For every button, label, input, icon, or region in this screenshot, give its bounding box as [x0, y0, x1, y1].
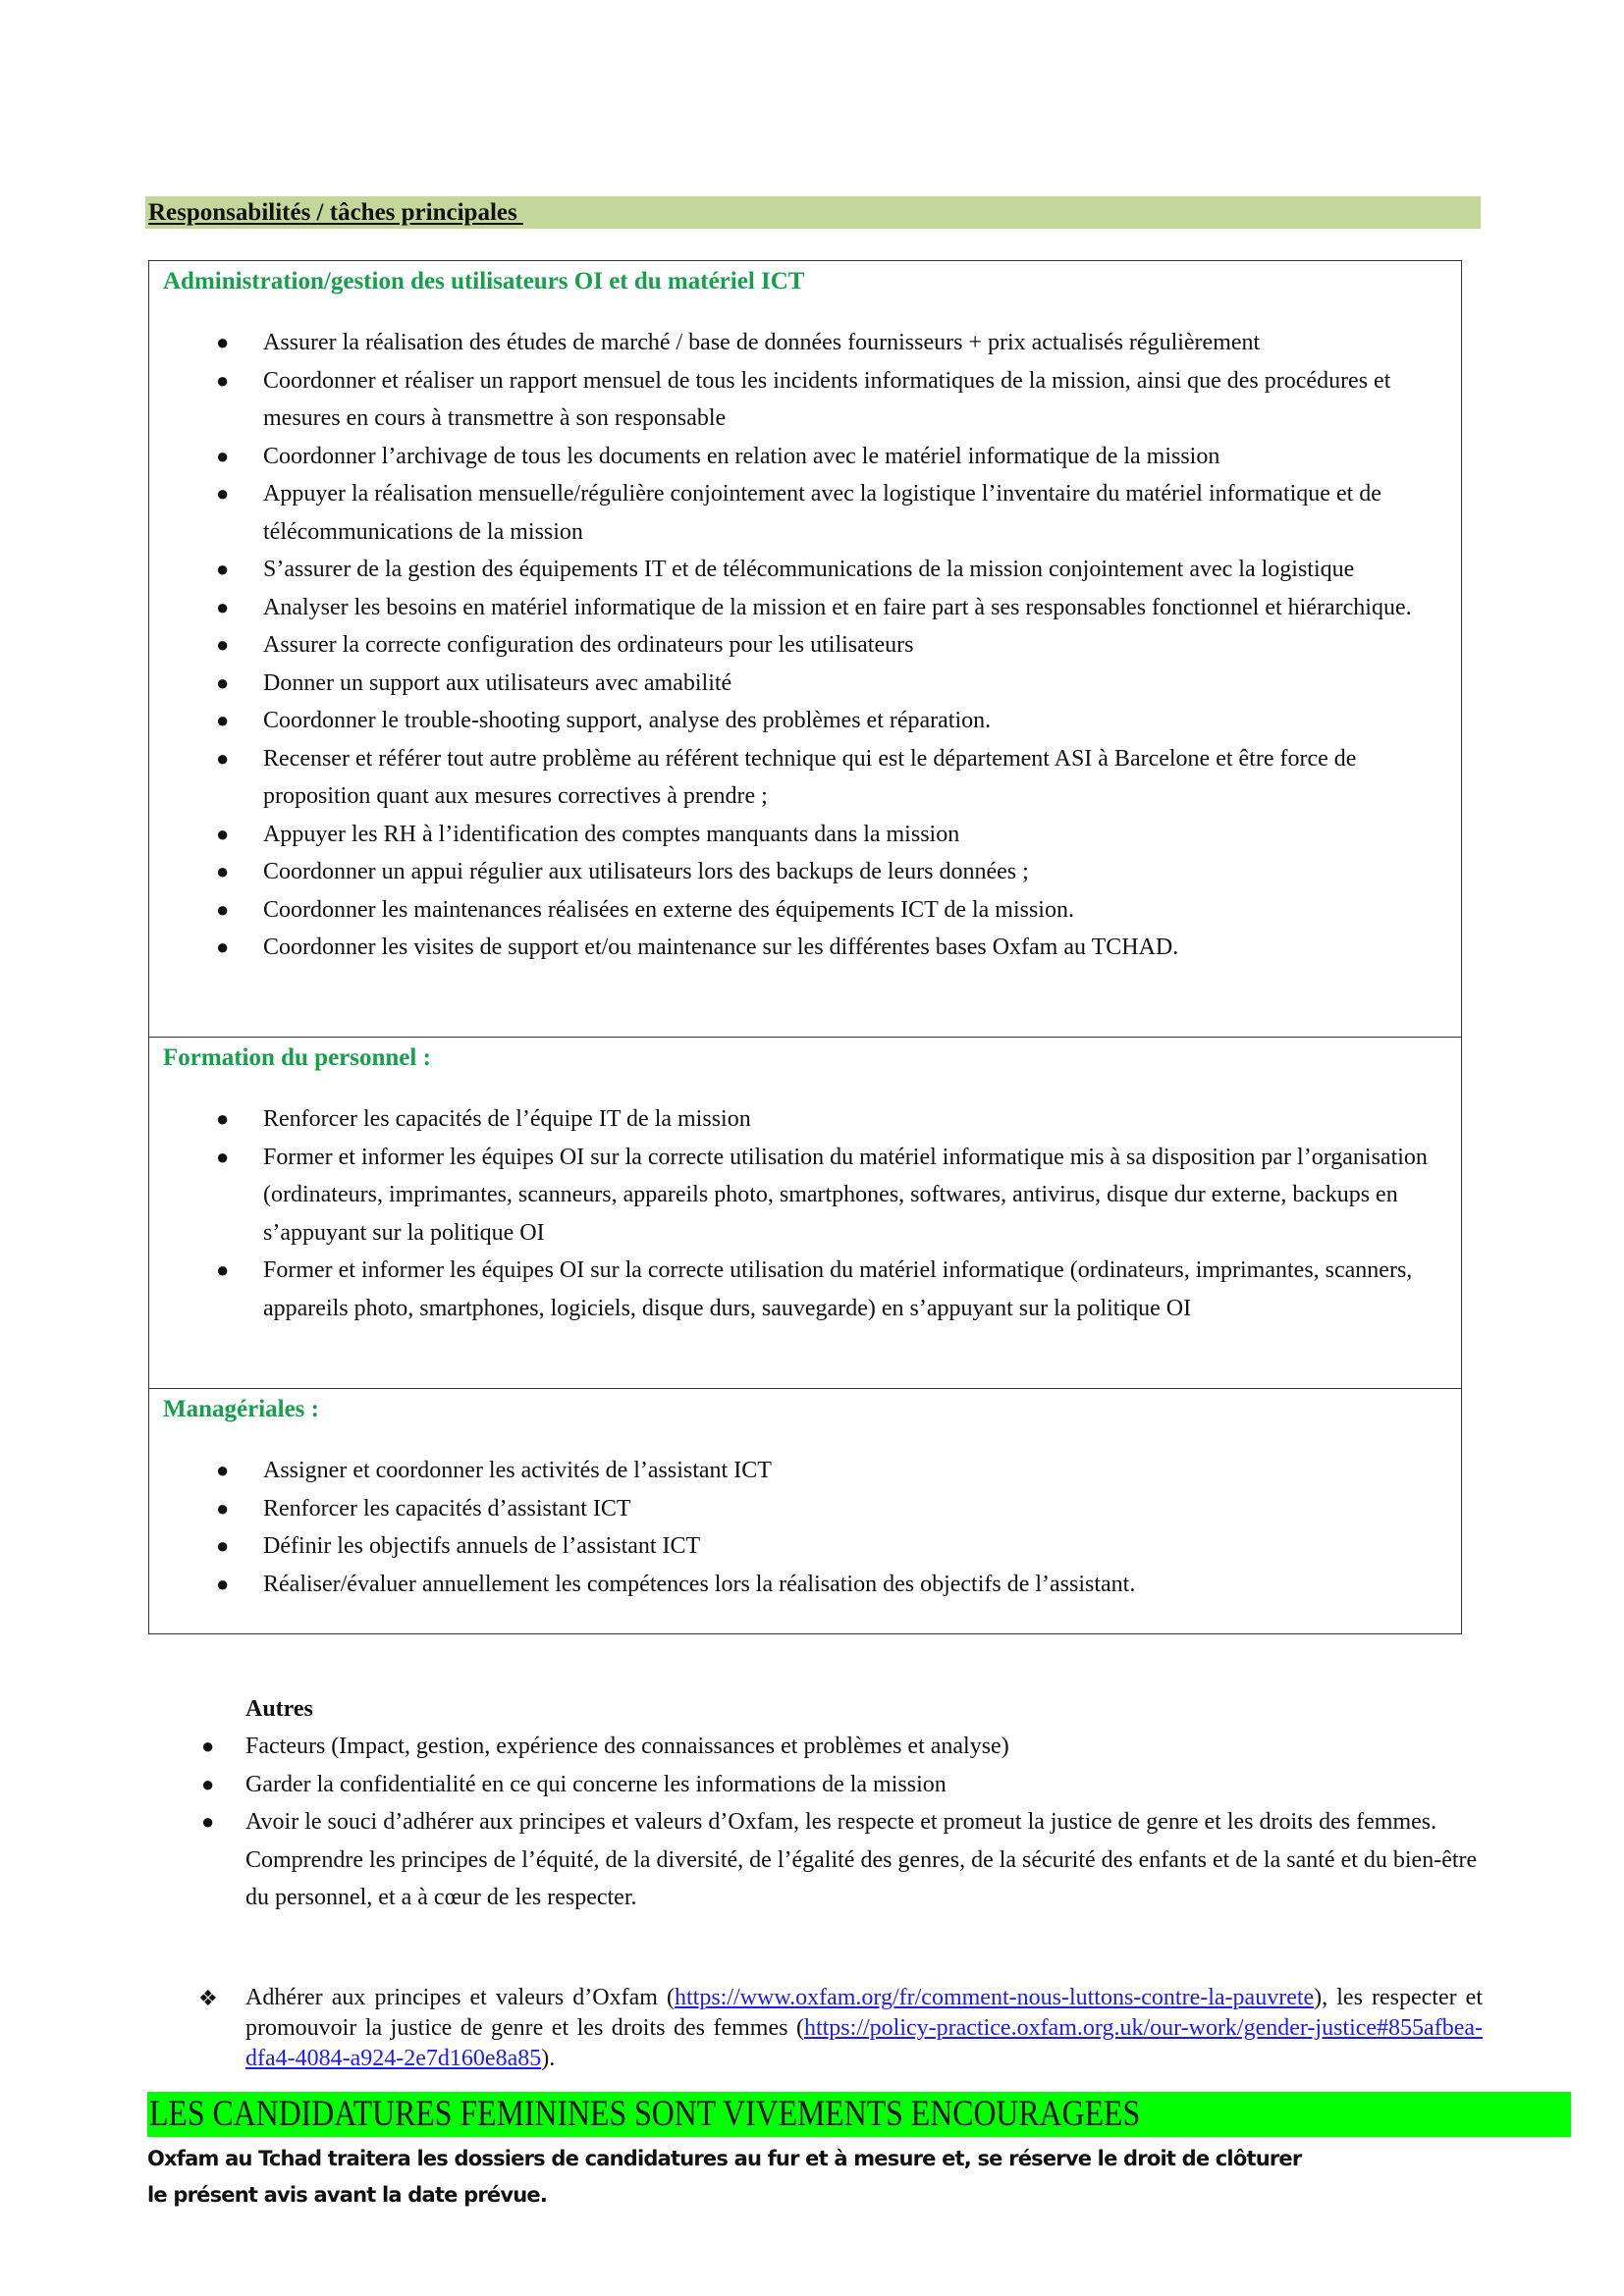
section-heading: Formation du personnel :: [163, 1044, 431, 1071]
section-title-bar: [145, 196, 1481, 229]
closing-notice: [147, 2141, 1424, 2214]
autres-section: [147, 1690, 1492, 1917]
list-item: ● Assurer la correcte configuration des ordinateurs pour les utilisateurs: [163, 626, 1447, 665]
bullet-icon: ●: [216, 1106, 230, 1131]
list-item: ● Recenser et référer tout autre problème au référent technique qui est le département ASI à Barcelone et être force de proposition quant aux mesures correctives à prendre ;: [163, 740, 1447, 816]
list-item: ● Former et informer les équipes OI sur la correcte utilisation du matériel informatique (ordinateurs, imprimantes, scanners, appareils photo, smartphones, logiciels, disque durs, sauvegarde) en s’appuyant sur la politique OI: [163, 1252, 1447, 1327]
responsibilities-table: [148, 260, 1462, 1634]
list-item: ● S’assurer de la gestion des équipements IT et de télécommunications de la mission conjointement avec la logistique: [163, 551, 1447, 589]
list-item: ● Donner un support aux utilisateurs avec amabilité: [163, 665, 1447, 703]
autres-paragraph: Comprendre les principes de l’équité, de la diversité, de l’égalité des genres, de la sécurité des enfants et de la santé et du bien-être du personnel, et a à cœur de les respecter.: [245, 1846, 1478, 1910]
list-item: ● Coordonner le trouble-shooting support, analyse des problèmes et réparation.: [163, 702, 1447, 740]
bullet-list: [163, 1452, 1447, 1603]
bullet-icon: ●: [216, 1533, 230, 1558]
list-item: ● Coordonner l’archivage de tous les documents en relation avec le matériel informatique de la mission: [163, 438, 1447, 476]
section-administration: [149, 261, 1461, 1037]
section-heading: Managériales :: [163, 1396, 319, 1422]
bullet-icon: ●: [216, 896, 230, 922]
section-formation: [149, 1037, 1461, 1388]
bullet-icon: ●: [216, 632, 230, 657]
bullet-icon: ●: [216, 481, 230, 506]
bullet-icon: ●: [216, 1144, 230, 1169]
bullet-icon: ●: [216, 1257, 230, 1282]
section-heading: Administration/gestion des utilisateurs OI et du matériel ICT: [163, 268, 805, 294]
list-item: ● Assurer la réalisation des études de marché / base de données fournisseurs + prix actualisés régulièrement: [163, 324, 1447, 362]
oxfam-values-paragraph: ❖ Adhérer aux principes et valeurs d’Oxfam (https://www.oxfam.org/fr/comment-nous-luttons-contre-la-pauvrete), les respecter et promouvoir la justice de genre et les droits des femmes (https://policy-practice.oxfam.org.uk/our-work/gender-justice#855afbea-dfa4-4084-a924-2e7d160e8a85).: [198, 1985, 1483, 2071]
list-item: ● Coordonner les visites de support et/ou maintenance sur les différentes bases Oxfam au TCHAD.: [163, 929, 1447, 967]
list-item: ● Coordonner un appui régulier aux utilisateurs lors des backups de leurs données ;: [163, 853, 1447, 891]
notice-line-2: le présent avis avant la date prévue.: [147, 2183, 547, 2207]
diamond-bullet-icon: ❖: [198, 1986, 218, 2010]
bullet-list: [163, 324, 1447, 967]
bullet-icon: ●: [216, 859, 230, 883]
list-item: ● Renforcer les capacités de l’équipe IT de la mission: [163, 1100, 1447, 1139]
list-item: ● Analyser les besoins en matériel informatique de la mission et en faire part à ses responsables fonctionnel et hiérarchique.: [163, 589, 1447, 627]
section-title: Responsabilités / tâches principales: [148, 199, 523, 226]
list-item: ● Appuyer les RH à l’identification des comptes manquants dans la mission: [163, 816, 1447, 854]
bullet-icon: ●: [216, 557, 230, 581]
policy-practice-link[interactable]: https://policy-practice.oxfam.org.uk/our-work/gender-justice#855afbea-dfa4-4084-a924-2e7d160e8a85: [245, 2015, 1483, 2071]
bullet-icon: ●: [216, 594, 230, 619]
list-item: ● Coordonner les maintenances réalisées en externe des équipements ICT de la mission.: [163, 891, 1447, 930]
list-item: ● Coordonner et réaliser un rapport mensuel de tous les incidents informatiques de la mission, ainsi que des procédures et mesures en cours à transmettre à son responsable: [163, 362, 1447, 438]
section-manageriales: [149, 1388, 1461, 1633]
bullet-icon: ●: [216, 1458, 230, 1482]
bullet-icon: ●: [201, 1771, 215, 1796]
list-item: ● Facteurs (Impact, gestion, expérience des connaissances et problèmes et analyse): [147, 1728, 1492, 1766]
list-item: ● Assigner et coordonner les activités de l’assistant ICT: [163, 1452, 1447, 1490]
list-item: ● Appuyer la réalisation mensuelle/régulière conjointement avec la logistique l’inventaire du matériel informatique et de télécommunications de la mission: [163, 475, 1447, 551]
bullet-icon: ●: [216, 669, 230, 695]
bullet-icon: ●: [216, 708, 230, 732]
bullet-icon: ●: [216, 1571, 230, 1596]
bullet-icon: ●: [216, 745, 230, 771]
bullet-icon: ●: [216, 330, 230, 354]
bullet-list: [163, 1100, 1447, 1327]
bullet-icon: ●: [216, 821, 230, 846]
list-item: ● Former et informer les équipes OI sur la correcte utilisation du matériel informatique mis à sa disposition par l’organisation (ordinateurs, imprimantes, scanneurs, appareils photo, smartphones, softwares, antivirus, disque dur externe, backups en s’appuyant sur la politique OI: [163, 1139, 1447, 1253]
bullet-icon: ●: [216, 934, 230, 959]
bullet-icon: ●: [216, 1495, 230, 1521]
encouragement-banner: [147, 2092, 1571, 2137]
list-item: ● Définir les objectifs annuels de l’assistant ICT: [163, 1527, 1447, 1566]
bullet-icon: ●: [216, 443, 230, 468]
list-item: ● Avoir le souci d’adhérer aux principes et valeurs d’Oxfam, les respecte et promeut la justice de genre et les droits des femmes.: [147, 1803, 1492, 1842]
list-item: ● Réaliser/évaluer annuellement les compétences lors la réalisation des objectifs de l’assistant.: [163, 1566, 1447, 1604]
autres-heading: Autres: [245, 1696, 313, 1722]
bullet-icon: ●: [201, 1809, 215, 1834]
banner-text: LES CANDIDATURES FEMININES SONT VIVEMENTS ENCOURAGEES: [149, 2094, 1141, 2134]
bullet-icon: ●: [216, 367, 230, 393]
bullet-icon: ●: [201, 1734, 215, 1758]
notice-line-1: Oxfam au Tchad traitera les dossiers de candidatures au fur et à mesure et, se réserve le droit de clôturer: [147, 2147, 1302, 2170]
list-item: ● Garder la confidentialité en ce qui concerne les informations de la mission: [147, 1766, 1492, 1804]
list-item: ● Renforcer les capacités d’assistant ICT: [163, 1490, 1447, 1528]
oxfam-link[interactable]: https://www.oxfam.org/fr/comment-nous-luttons-contre-la-pauvrete: [675, 1985, 1315, 2010]
autres-list: [147, 1728, 1492, 1842]
